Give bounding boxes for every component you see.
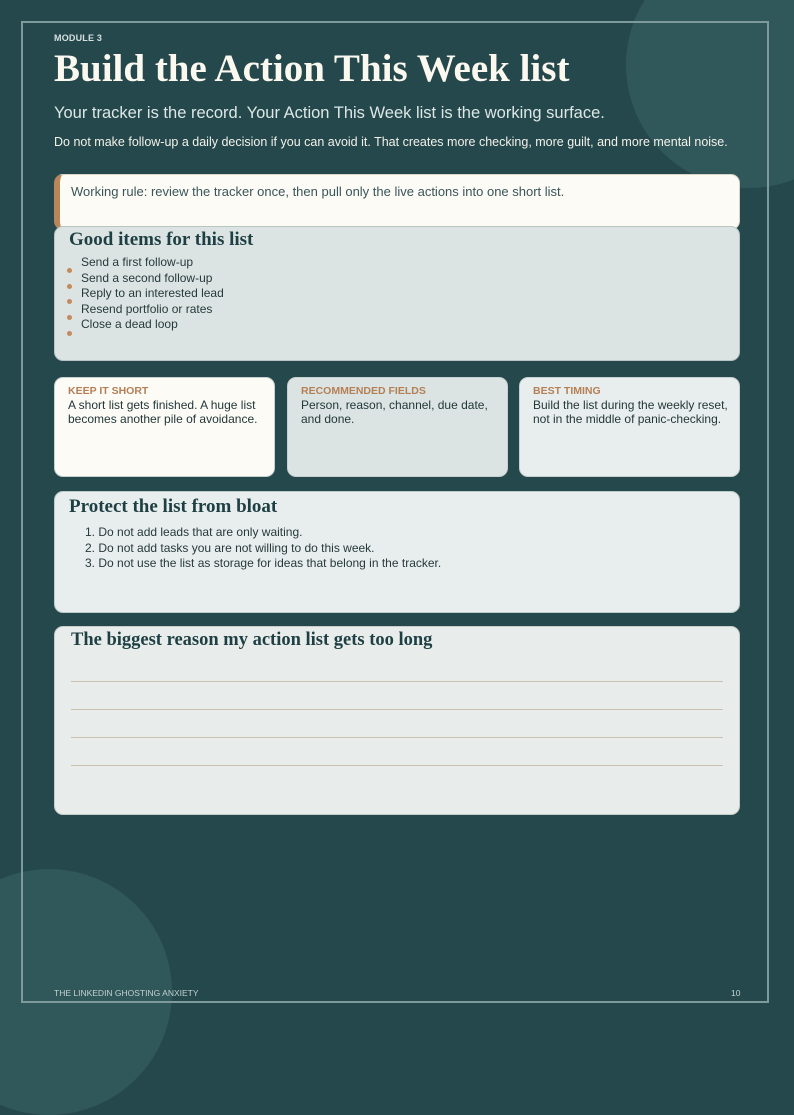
good-items-list xyxy=(81,255,224,333)
keep-it-short-card xyxy=(54,377,275,477)
page-subtitle: Your tracker is the record. Your Action This Week list is the working surface. xyxy=(54,104,605,122)
list-item: Send a second follow-up xyxy=(81,270,213,285)
list-item: 2. Do not add tasks you are not willing to do this week. xyxy=(85,540,375,555)
card-label: RECOMMENDED FIELDS xyxy=(301,385,426,397)
list-item: Send a first follow-up xyxy=(81,255,194,269)
writing-line[interactable] xyxy=(71,681,723,682)
page-title: Build the Action This Week list xyxy=(54,47,570,90)
writing-line[interactable] xyxy=(71,709,723,710)
writing-line[interactable] xyxy=(71,765,723,766)
working-rule-callout xyxy=(54,174,740,230)
card-body: Build the list during the weekly reset, not in the middle of panic-checking. xyxy=(533,398,728,426)
list-item: Close a dead loop xyxy=(81,317,178,332)
bullet-icon xyxy=(67,331,72,336)
good-items-heading: Good items for this list xyxy=(69,229,254,250)
card-body: A short list gets finished. A huge list becomes another pile of avoidance. xyxy=(68,398,258,426)
reflection-heading: The biggest reason my action list gets too long xyxy=(71,630,433,650)
card-label: BEST TIMING xyxy=(533,385,601,397)
list-item: Reply to an interested lead xyxy=(81,286,224,301)
bullet-icon xyxy=(67,315,72,320)
bullet-icon xyxy=(67,284,72,289)
card-label: KEEP IT SHORT xyxy=(68,385,149,397)
protect-list xyxy=(85,525,441,572)
protect-heading: Protect the list from bloat xyxy=(69,496,278,517)
working-rule-text: Working rule: review the tracker once, then pull only the live actions into one short list. xyxy=(71,184,565,199)
list-item: Resend portfolio or rates xyxy=(81,301,213,316)
list-item: 3. Do not use the list as storage for ideas that belong in the tracker. xyxy=(85,556,442,571)
page-number: 10 xyxy=(731,988,741,998)
protect-list-card xyxy=(54,491,740,613)
footer-title: THE LINKEDIN GHOSTING ANXIETY xyxy=(54,988,199,998)
writing-line[interactable] xyxy=(71,737,723,738)
bullet-icon xyxy=(67,268,72,273)
recommended-fields-card xyxy=(287,377,508,477)
bullet-icon xyxy=(67,299,72,304)
list-item: 1. Do not add leads that are only waiting. xyxy=(85,525,303,539)
module-label: MODULE 3 xyxy=(54,33,103,43)
reflection-card xyxy=(54,626,740,815)
good-items-card xyxy=(54,226,740,361)
card-body: Person, reason, channel, due date, and done. xyxy=(301,398,488,426)
intro-paragraph: Do not make follow-up a daily decision if you can avoid it. That creates more checking, more guilt, and more mental noise. xyxy=(54,135,728,149)
best-timing-card xyxy=(519,377,740,477)
